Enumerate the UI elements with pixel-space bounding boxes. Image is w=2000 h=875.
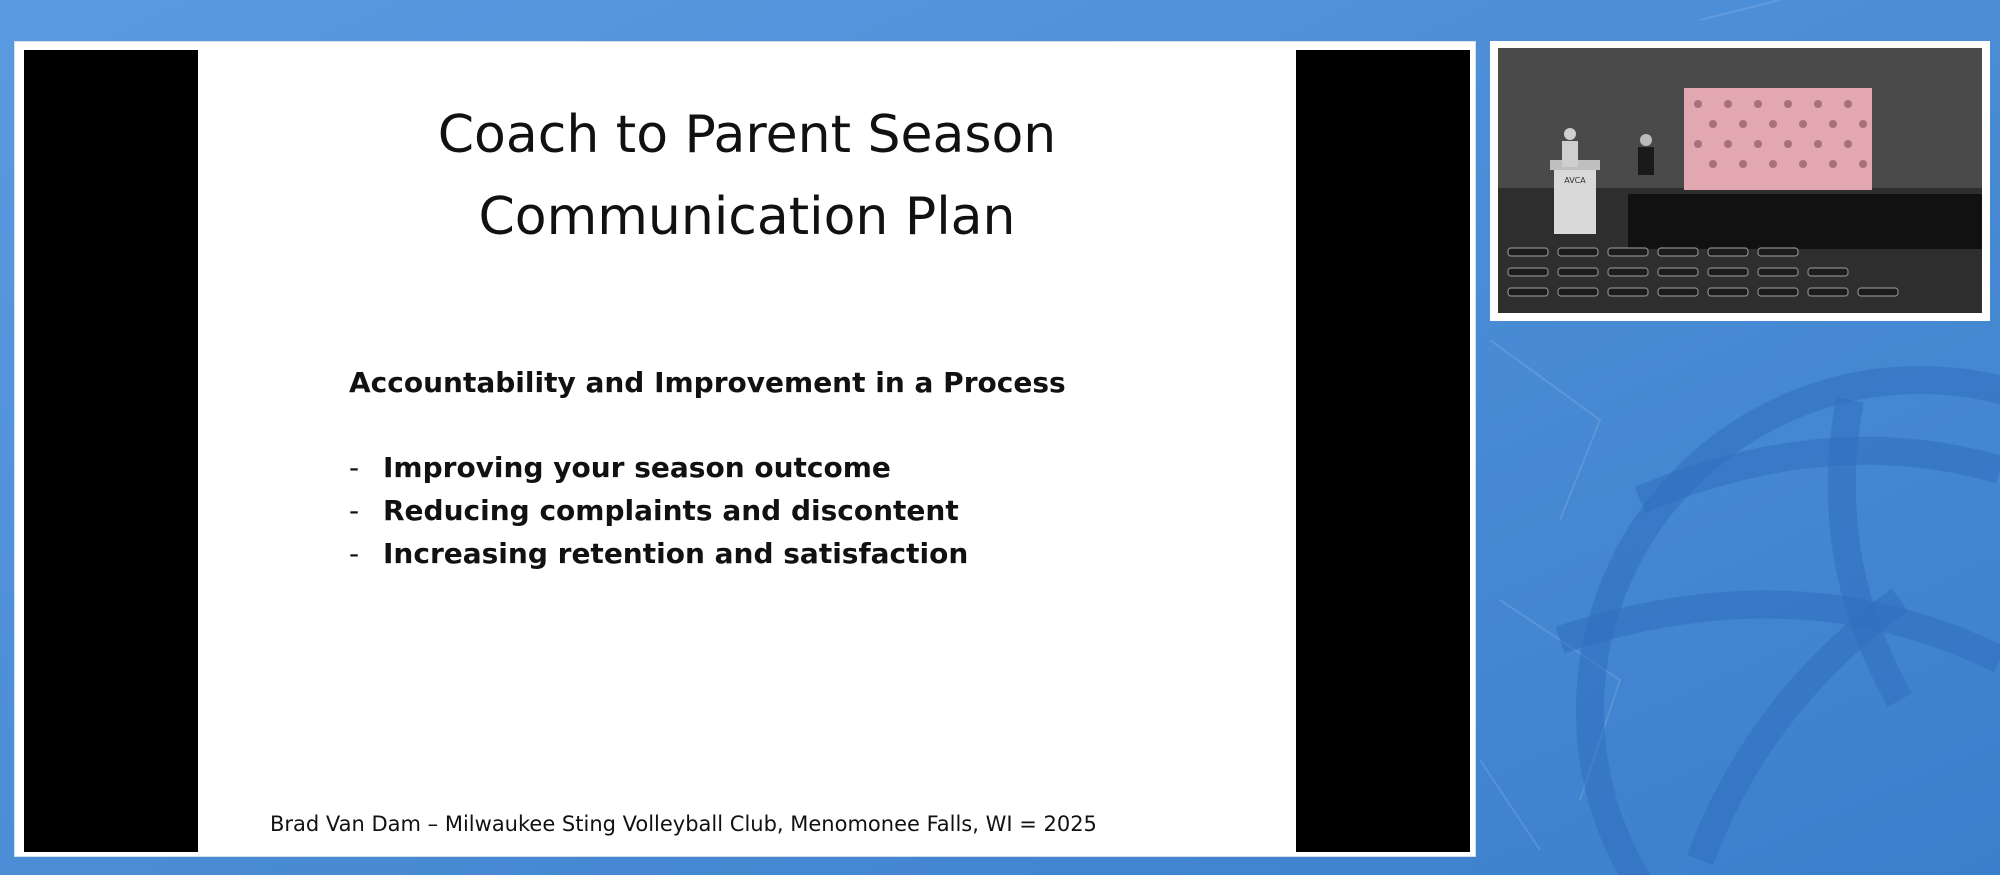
camera-video xyxy=(1498,48,1982,313)
speaker-person xyxy=(1562,128,1578,167)
bullet-text: Increasing retention and satisfaction xyxy=(383,537,969,570)
slide-title-line-2: Communication Plan xyxy=(478,187,1016,247)
presentation-slide xyxy=(14,41,1476,857)
panel-table xyxy=(1628,194,1982,249)
svg-text:AVCA: AVCA xyxy=(1564,176,1586,185)
bullet-item xyxy=(349,532,968,575)
podium xyxy=(1550,160,1600,234)
sponsor-backdrop xyxy=(1684,88,1872,190)
speaker-camera-feed xyxy=(1490,41,1990,321)
slide-content xyxy=(198,50,1296,852)
moderator-person xyxy=(1638,134,1654,175)
bullet-dash: - xyxy=(349,537,360,570)
slide-footer: Brad Van Dam – Milwaukee Sting Volleyball Club, Menomonee Falls, WI = 2025 xyxy=(270,812,1097,836)
bullet-dash: - xyxy=(349,494,360,527)
pillarbox-right xyxy=(1296,50,1470,852)
pillarbox-left xyxy=(24,50,198,852)
bullet-item xyxy=(349,446,968,489)
bullet-text: Reducing complaints and discontent xyxy=(383,494,959,527)
slide-title xyxy=(198,94,1296,258)
bullet-text: Improving your season outcome xyxy=(383,451,891,484)
bullet-item xyxy=(349,489,968,532)
slide-subheading: Accountability and Improvement in a Process xyxy=(349,366,1066,399)
bullet-dash: - xyxy=(349,451,360,484)
bullet-list xyxy=(349,446,968,575)
slide-title-line-1: Coach to Parent Season xyxy=(437,105,1057,165)
